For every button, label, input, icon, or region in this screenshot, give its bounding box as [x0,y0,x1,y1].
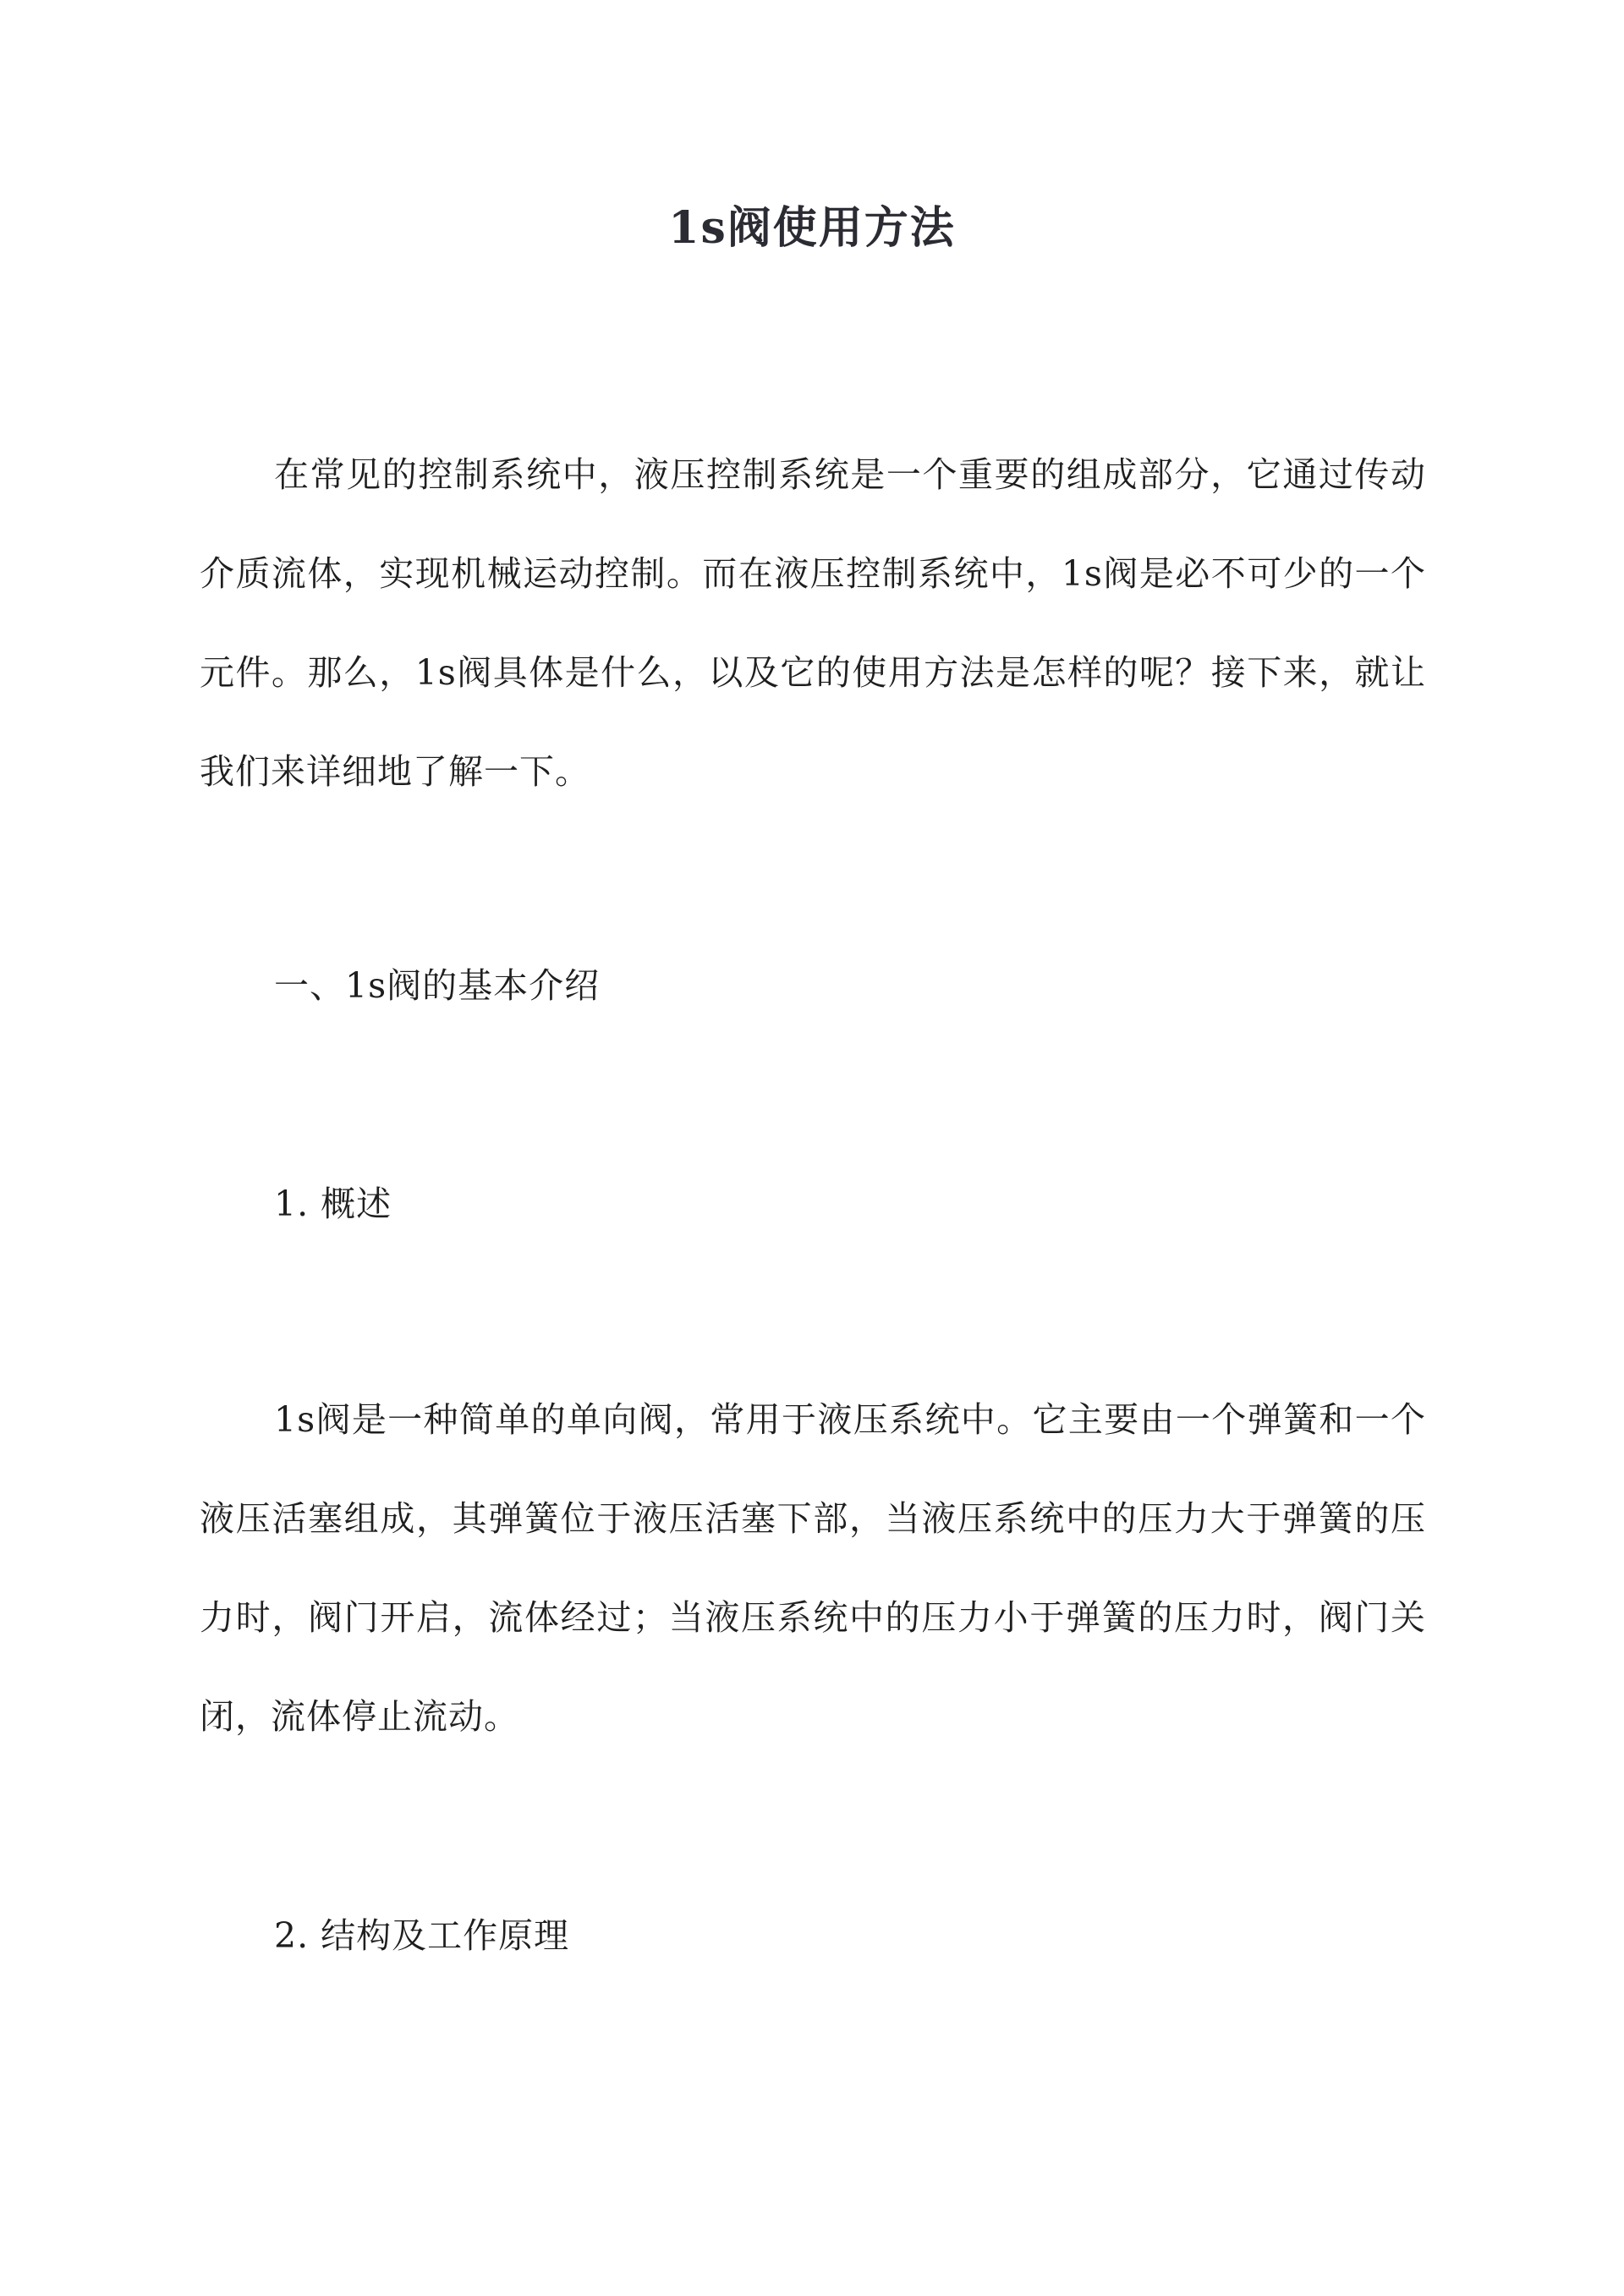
document-title: 1s阀使用方法 [668,202,956,254]
intro-paragraph: 在常见的控制系统中，液压控制系统是一个重要的组成部分，它通过传动介质流体，实现机械运动控制。而在液压控制系统中，1s阀是必不可少的一个元件。那么，1s阀具体是什么，以及它的使用方法是怎样的呢？接下来，就让我们来详细地了解一下。 [200,454,1426,792]
overview-paragraph: 1s阀是一种简单的单向阀，常用于液压系统中。它主要由一个弹簧和一个液压活塞组成，其弹簧位于液压活塞下部，当液压系统中的压力大于弹簧的压力时，阀门开启，流体经过；当液压系统中的压力小于弹簧的压力时，阀门关闭，流体停止流动。 [200,1399,1426,1737]
subsection-heading-overview: 1. 概述 [274,1184,392,1224]
section-heading-basic-intro: 一、1s阀的基本介绍 [274,965,601,1006]
subsection-heading-structure: 2. 结构及工作原理 [274,1915,570,1956]
